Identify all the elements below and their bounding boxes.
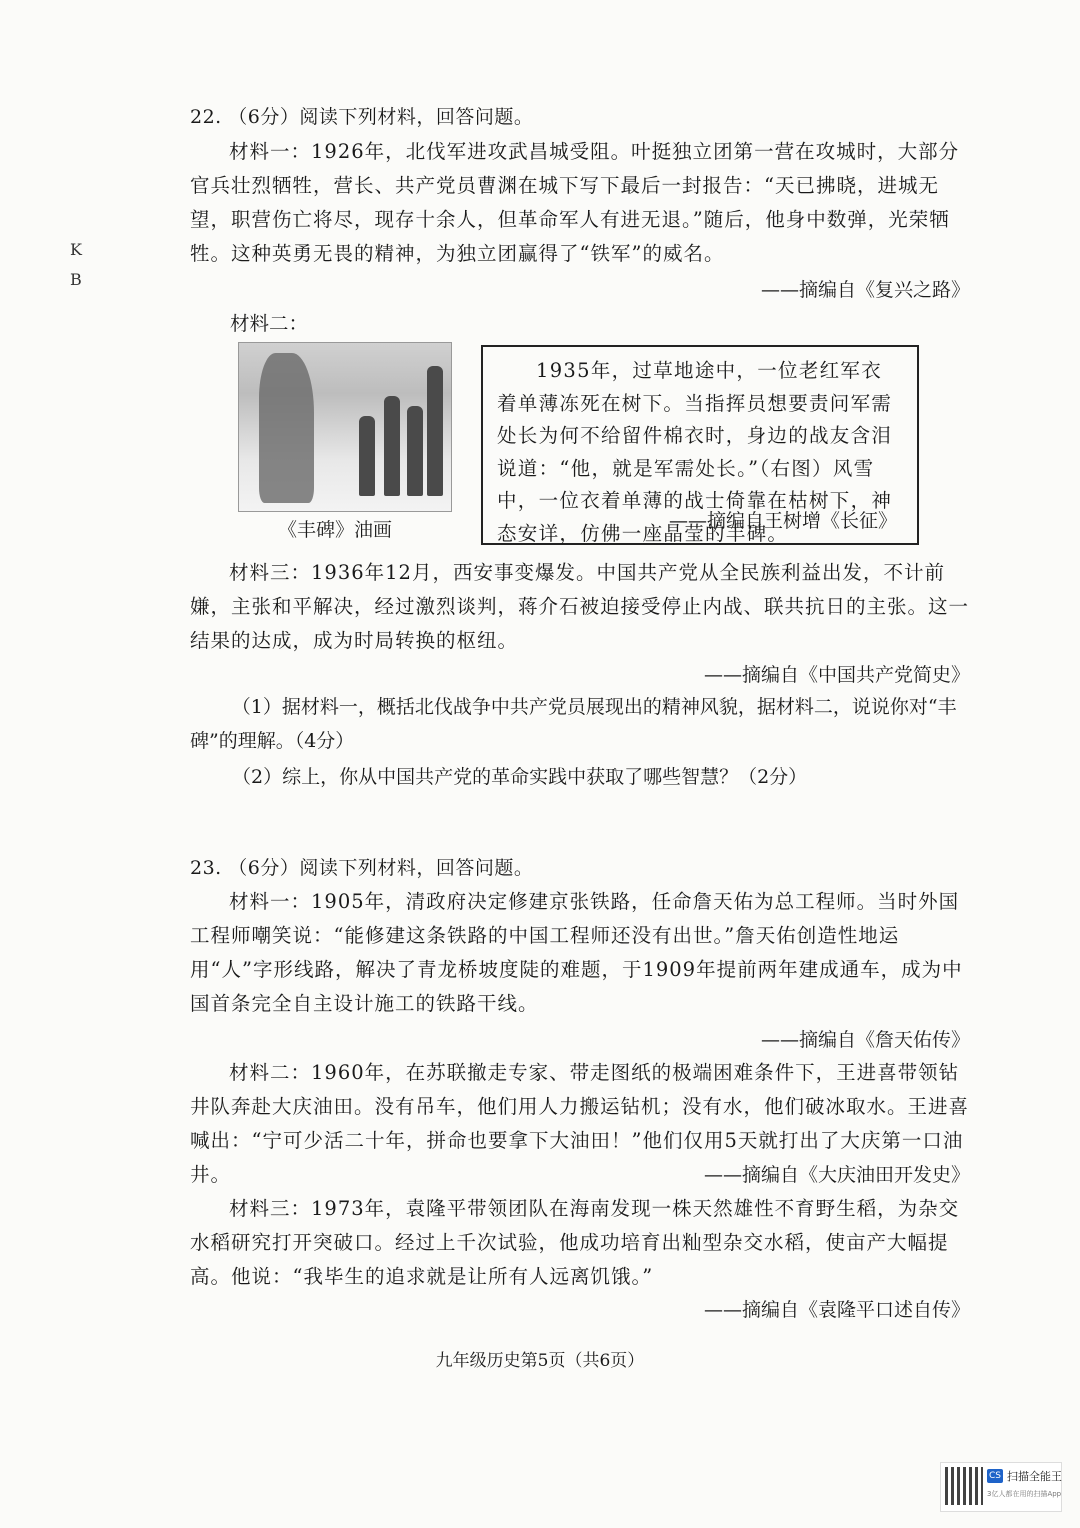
- material-2-box-text: 1935年，过草地途中，一位老红军衣着单薄冻死在树下。当指挥员想要责问军需处长为何不给留件棉衣时，身边的战友含泪说道：“他，就是军需处长。”（右图）风雪中，一位衣着单薄的战士倚靠在枯树下，神态安详，仿佛一座晶莹的丰碑。: [497, 359, 893, 545]
- q22-material-1-source: ——摘编自《复兴之路》: [760, 279, 970, 301]
- q22-material-3: 材料三：1936年12月，西安事变爆发。中国共产党从全民族利益出发，不计前嫌，主张和平解决，经过激烈谈判，蒋介石被迫接受停止内战、联共抗日的主张。这一结果的达成，成为时局转换的枢纽。: [190, 561, 970, 652]
- painting-caption: 《丰碑》油画: [278, 519, 393, 541]
- q23-material-2-source: ——摘编自《大庆油田开发史》: [703, 1164, 970, 1186]
- q23-material-3-source: ——摘编自《袁隆平口述自传》: [703, 1299, 970, 1321]
- q22-material-2-label: 材料二：: [230, 312, 309, 335]
- margin-mark-1: K: [70, 240, 82, 259]
- q23-heading: 23. （6分）阅读下列材料，回答问题。: [190, 857, 534, 879]
- q23-material-1-source: ——摘编自《詹天佑传》: [760, 1029, 970, 1051]
- watermark-title: 扫描全能王: [1007, 1470, 1062, 1483]
- q23-material-2: 材料二：1960年，在苏联撤走专家、带走图纸的极端困难条件下，王进喜带领钻井队奔赴大庆油田。没有吊车，他们用人力搬运钻机；没有水，他们破冰取水。王进喜喊出：“宁可少活二十年，拼命也要拿下大油田！”他们仅用5天就打出了大庆第一口油井。: [190, 1061, 970, 1186]
- q23-material-3: 材料三：1973年，袁隆平带领团队在海南发现一株天然雄性不育野生稻，为杂交水稻研究打开突破口。经过上千次试验，他成功培育出籼型杂交水稻，使亩产大幅提高。他说：“我毕生的追求就是让所有人远离饥饿。”: [190, 1197, 960, 1288]
- q23-material-1: 材料一：1905年，清政府决定修建京张铁路，任命詹天佑为总工程师。当时外国工程师嘲笑说：“能修建这条铁路的中国工程师还没有出世。”詹天佑创造性地运用“人”字形线路，解决了青龙桥坡度陡的难题，于1909年提前两年建成通车，成为中国首条完全自主设计施工的铁路干线。: [190, 890, 963, 1015]
- page-footer: 九年级历史第5页（共6页）: [435, 1351, 645, 1371]
- fengbei-painting-image: [238, 342, 452, 512]
- q22-subquestion-2: （2）综上，你从中国共产党的革命实践中获取了哪些智慧？（2分）: [232, 766, 808, 788]
- watermark-subtitle: 3亿人都在用的扫描App: [987, 1490, 1062, 1498]
- material-2-textbox: [481, 345, 919, 545]
- margin-mark-2: B: [70, 270, 82, 289]
- material-2-box-source: ——摘编自王树增《长征》: [668, 510, 897, 532]
- q22-heading: 22. （6分）阅读下列材料，回答问题。: [190, 106, 534, 128]
- camscanner-logo-icon: CS: [989, 1471, 1001, 1481]
- q22-material-1: 材料一：1926年，北伐军进攻武昌城受阻。叶挺独立团第一营在攻城时，大部分官兵壮烈牺牲，营长、共产党员曹渊在城下写下最后一封报告：“天已拂晓，进城无望，职营伤亡将尽，现存十余人，但革命军人有进无退。”随后，他身中数弹，光荣牺牲。这种英勇无畏的精神，为独立团赢得了“铁军”的威名。: [190, 140, 960, 265]
- q22-material-3-source: ——摘编自《中国共产党简史》: [703, 664, 970, 686]
- q22-subquestion-1: （1）据材料一，概括北伐战争中共产党员展现出的精神风貌，据材料二，说说你对“丰碑”的理解。（4分）: [190, 696, 957, 752]
- qr-code-icon: [945, 1467, 983, 1505]
- scanner-watermark: [940, 1462, 1062, 1512]
